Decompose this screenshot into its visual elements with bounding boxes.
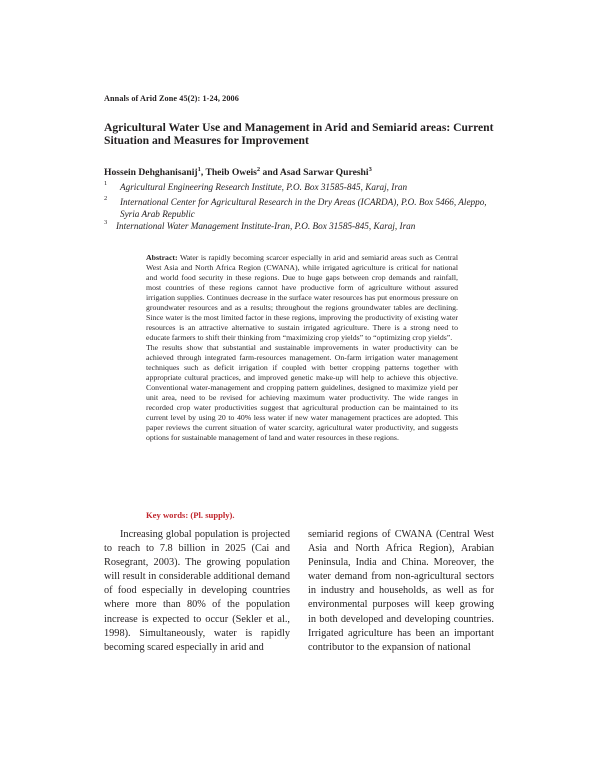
affiliation-text: International Water Management Institute-Iran, P.O. Box 31585-845, Karaj, Iran [116, 221, 416, 231]
abstract-paragraph [146, 253, 458, 342]
paper-title: Agricultural Water Use and Management in Arid and Semiarid areas: Current Situation and Measures for Improvement [104, 121, 494, 148]
author-affiliation-mark: 3 [368, 166, 372, 173]
abstract-label: Abstract: [146, 253, 178, 262]
affiliation-number: 1 [104, 180, 108, 187]
affiliation-text: Agricultural Engineering Research Institute, P.O. Box 31585-845, Karaj, Iran [120, 182, 408, 192]
abstract-paragraph: The results show that substantial and sustainable improvements in water productivity can be achieved through integrated farm-resources management. On-farm irrigation water management techniques such as deficit irrigation if coupled with better cropping patterns together with appropriate cultural practices, and improved genetic make-up will help to achieve this objective. Conventional water-management and cropping pattern guidelines, designed to maximize yield per unit area, need to be revised for achieving maximum water productivity. The wide ranges in recorded crop water productivities suggest that agricultural production can be maintained to its current level by using 20 to 40% less water if new water management practices are adopted. This paper reviews the current situation of water scarcity, agricultural water productivity, and suggests options for sustainable management of land and water resources in these regions. [146, 343, 458, 442]
author-separator: and [260, 167, 280, 179]
affiliation-number: 3 [104, 219, 108, 226]
abstract-text: Water is rapidly becoming scarcer especially in arid and semiarid areas such as Central West Asia and North Africa Region (CWANA), while irrigated agriculture is critical for national and world food security in these regions. Due to huge gaps between crop demands and rainfall, most countries of these regions cannot have productive form of agriculture without assured irrigation supplies. Continues decrease in the surface water resources has put enormous pressure on groundwater resources and as a results; throughout the regions groundwater tables are declining. Since water is the most limited factor in these regions, improving the productivity of existing water resources is an attractive alternative to sustain irrigated agriculture. There is a strong need to educate farmers to shift their thinking from “maximizing crop yields” to “optimizing crop yields”. [146, 253, 458, 342]
body-column-right [308, 528, 494, 655]
affiliation [104, 196, 504, 221]
author-list [104, 166, 372, 178]
affiliation-text: International Center for Agricultural Research in the Dry Areas (ICARDA), P.O. Box 5466, Aleppo, Syria Arab Republic [120, 197, 487, 220]
author-name: Hossein Dehghanisanij [104, 167, 198, 179]
author-affiliation-mark: 1 [197, 166, 201, 173]
abstract [146, 253, 458, 443]
affiliation [104, 220, 504, 232]
author-name: Theib Oweis [205, 167, 257, 179]
journal-citation: Annals of Arid Zone 45(2): 1-24, 2006 [104, 94, 239, 103]
body-paragraph: Increasing global population is projected to reach to 7.8 billion in 2025 (Cai and Rosegrant, 2003). The growing population will result in considerable additional demand of food especially in developing countries where more than 80% of the population increase is expected to occur (Sekler et al., 1998). Simultaneously, water is rapidly becoming scared especially in arid and [104, 529, 290, 653]
affiliation [104, 181, 407, 193]
author-separator: , [200, 167, 206, 179]
author-name: Asad Sarwar Qureshi [279, 167, 369, 179]
affiliation-number: 2 [104, 195, 108, 202]
body-column-left [104, 528, 290, 655]
keywords: Key words: (Pl. supply). [146, 510, 235, 520]
author-affiliation-mark: 2 [256, 166, 261, 173]
body-paragraph: semiarid regions of CWANA (Central West Asia and North Africa Region), Arabian Peninsula, India and China. Moreover, the water demand from non-agricultural sectors in industry and households, as well as for environmental purposes will keep growing in both developed and developing countries. Irrigated agriculture has been an important contributor to the expansion of national [308, 529, 494, 653]
